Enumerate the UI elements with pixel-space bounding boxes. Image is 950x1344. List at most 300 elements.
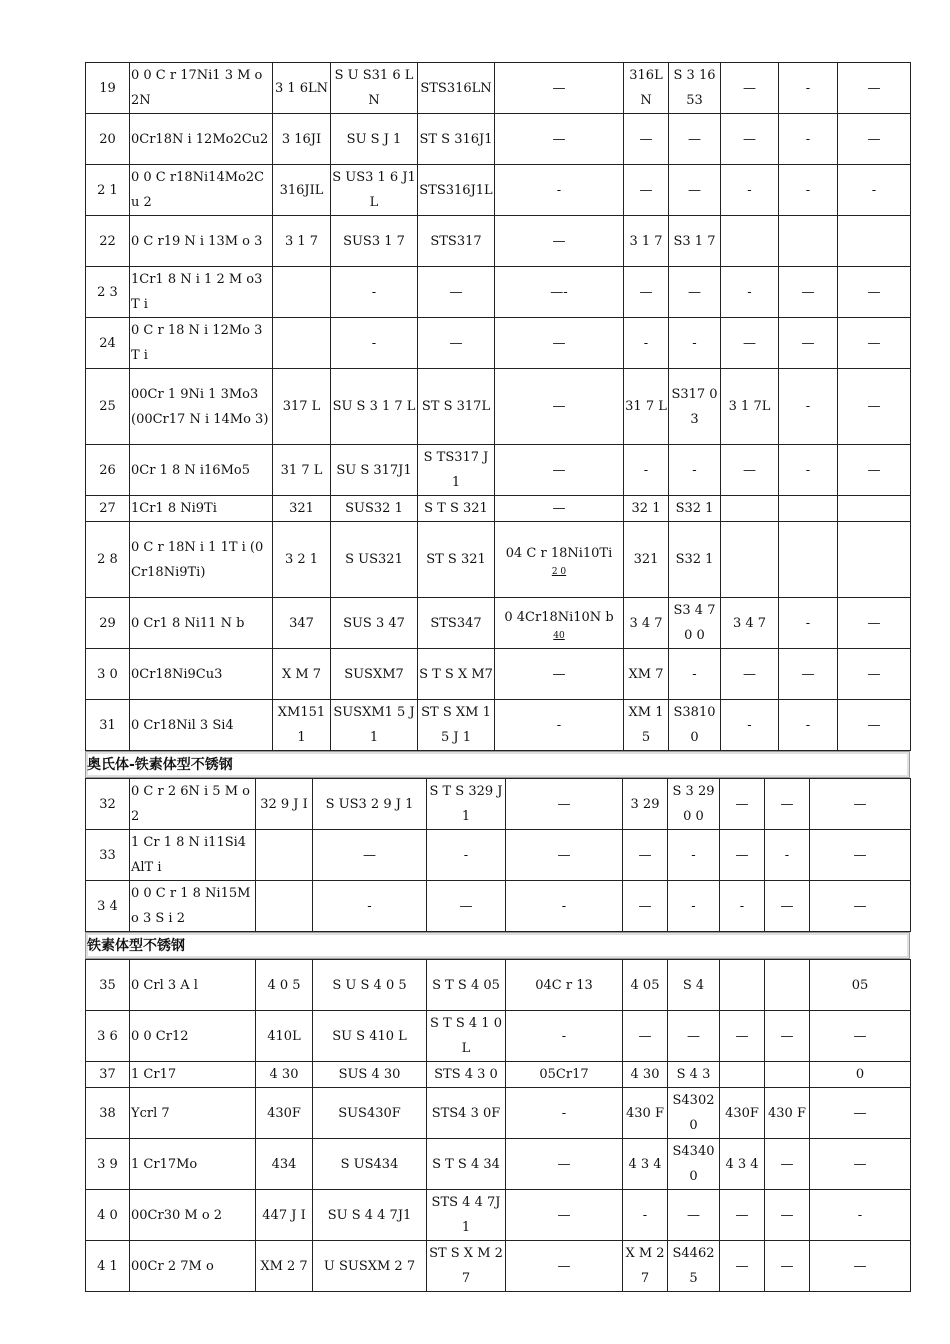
table-cell — [765, 1241, 810, 1292]
table-cell — [624, 496, 669, 522]
table-cell — [623, 1062, 668, 1088]
cell-text: - — [805, 462, 811, 478]
cell-text: 0Cr 1 8 N i16Mo5 — [131, 462, 250, 478]
table-cell — [838, 522, 911, 598]
table-cell — [418, 267, 495, 318]
table-cell — [273, 649, 331, 700]
cell-text: — — [735, 847, 749, 863]
cell-text: ST S 321 — [426, 552, 486, 567]
cell-text: 1Cr1 8 Ni9Ti — [131, 501, 217, 516]
table-cell — [273, 700, 331, 751]
cell-text: S317 0 3 — [671, 386, 718, 427]
cell-text: — — [867, 717, 881, 733]
cell-text: — — [552, 666, 566, 682]
table-cell — [130, 216, 273, 267]
cell-text: 316JIL — [279, 182, 324, 198]
table-cell — [624, 165, 669, 216]
cell-text: XM 1 5 — [628, 705, 664, 745]
table-cell — [720, 1062, 765, 1088]
cell-text: — — [801, 666, 815, 682]
cell-text: SU S J 1 — [346, 131, 402, 147]
cell-text: 32 9 J I — [260, 796, 308, 812]
table-cell — [86, 445, 130, 496]
table-cell — [624, 598, 669, 649]
table-cell — [256, 1241, 313, 1292]
table-cell — [624, 700, 669, 751]
table-cell — [623, 881, 668, 932]
table-cell — [495, 598, 624, 649]
cell-text: — — [735, 1258, 749, 1274]
cell-text: - — [643, 335, 649, 351]
table-row — [86, 114, 911, 165]
table-cell — [313, 1190, 427, 1241]
table-row — [86, 63, 911, 114]
steel-grade-table-austenitic — [85, 62, 911, 751]
table-cell — [256, 779, 313, 830]
cell-text: — — [557, 796, 571, 812]
cell-text: - — [857, 1207, 863, 1223]
cell-text: - — [747, 284, 752, 300]
table-cell — [130, 445, 273, 496]
table-cell — [721, 598, 779, 649]
cell-text: - — [805, 615, 811, 631]
cell-text: ST S 317L — [421, 399, 491, 414]
cell-text: — — [687, 1028, 700, 1044]
cell-text: - — [692, 666, 697, 682]
table-cell — [130, 369, 273, 445]
table-row — [86, 1190, 911, 1241]
cell-text: 3 9 — [97, 1156, 118, 1172]
table-cell — [838, 700, 911, 751]
table-cell — [721, 267, 779, 318]
cell-text: — — [867, 615, 881, 631]
table-cell — [779, 63, 838, 114]
table-cell — [779, 649, 838, 700]
cell-text: 3 1 7 — [284, 233, 319, 249]
cell-text: S T S 329 J 1 — [429, 784, 503, 824]
table-cell — [668, 830, 720, 881]
table-cell — [623, 1241, 668, 1292]
cell-text: — — [743, 80, 756, 96]
cell-text: 24 — [99, 335, 116, 351]
cell-text: — — [638, 898, 652, 914]
cell-text: - — [556, 182, 562, 198]
table-cell — [313, 1011, 427, 1062]
table-cell — [810, 830, 911, 881]
table-cell — [624, 216, 669, 267]
cell-text: - — [367, 898, 372, 914]
cell-text: — — [867, 80, 881, 96]
table-cell — [668, 960, 720, 1011]
cell-text: — — [853, 1028, 867, 1044]
table-cell — [720, 1241, 765, 1292]
table-cell — [668, 1088, 720, 1139]
cell-text: — — [459, 898, 473, 914]
table-cell — [838, 63, 911, 114]
table-cell — [331, 114, 418, 165]
table-cell — [669, 496, 721, 522]
table-cell — [86, 114, 130, 165]
table-cell — [810, 1241, 911, 1292]
table-cell — [86, 779, 130, 830]
cell-text: — — [557, 1207, 571, 1223]
table-cell — [838, 598, 911, 649]
cell-text: — — [780, 1028, 794, 1044]
cell-text: 2 8 — [97, 552, 118, 567]
cell-text: S US434 — [340, 1156, 399, 1172]
table-cell — [86, 960, 130, 1011]
cell-text: 316L N — [629, 68, 663, 108]
cell-text: 4 30 — [630, 1067, 660, 1082]
table-cell — [720, 1139, 765, 1190]
table-cell — [669, 522, 721, 598]
cell-text: S U S31 6 LN — [334, 68, 414, 108]
table-cell — [495, 165, 624, 216]
table-cell — [418, 649, 495, 700]
table-cell — [86, 881, 130, 932]
table-cell — [495, 318, 624, 369]
table-cell — [313, 779, 427, 830]
table-row — [86, 1011, 911, 1062]
cell-text: — — [557, 1156, 571, 1172]
table-cell — [720, 1011, 765, 1062]
table-cell — [86, 63, 130, 114]
table-cell — [273, 267, 331, 318]
cell-text: — — [780, 898, 794, 914]
cell-text: 347 — [289, 615, 314, 631]
table-cell — [273, 63, 331, 114]
table-row — [86, 960, 911, 1011]
table-cell — [779, 700, 838, 751]
cell-text: XM 2 7 — [260, 1258, 308, 1274]
table-cell — [86, 1088, 130, 1139]
cell-text: Ycrl 7 — [131, 1105, 170, 1121]
table-cell — [273, 318, 331, 369]
table-cell — [130, 63, 273, 114]
table-cell — [256, 1190, 313, 1241]
cell-text: — — [867, 131, 881, 147]
cell-text: 31 — [99, 717, 116, 733]
table-cell — [495, 216, 624, 267]
cell-text: 430 F — [768, 1105, 806, 1121]
cell-text: SUSXM1 5 J 1 — [333, 705, 415, 745]
table-cell — [495, 267, 624, 318]
table-cell — [273, 496, 331, 522]
table-row — [86, 1139, 911, 1190]
cell-text: 00Cr 2 7M o — [131, 1258, 214, 1274]
table-cell — [779, 216, 838, 267]
table-cell — [86, 1011, 130, 1062]
cell-text: 22 — [99, 233, 116, 249]
table-cell — [765, 779, 810, 830]
table-cell — [130, 1190, 256, 1241]
table-cell — [779, 496, 838, 522]
cell-text: SU S 317J1 — [336, 462, 412, 478]
table-cell — [623, 830, 668, 881]
cell-text: S 3 29 0 0 — [672, 784, 715, 824]
table-cell — [624, 63, 669, 114]
cell-text: - — [747, 717, 752, 733]
table-cell — [427, 1241, 506, 1292]
cell-text: - — [692, 335, 697, 351]
cell-text: SUSXM7 — [344, 666, 404, 682]
cell-text: S T S 4 05 — [432, 977, 500, 993]
cell-text: — — [449, 335, 463, 351]
cell-text: 3 1 7L — [728, 399, 771, 414]
table-row — [86, 496, 911, 522]
table-cell — [331, 649, 418, 700]
cell-text: X M 7 — [281, 666, 322, 682]
cell-text: — — [552, 399, 566, 414]
cell-text: 00Cr 1 9Ni 1 3Mo3 (00Cr17 N i 14Mo 3) — [131, 386, 269, 427]
cell-text: S US321 — [345, 552, 403, 567]
table-cell — [130, 830, 256, 881]
cell-text: 1 Cr17 — [131, 1067, 177, 1082]
table-cell — [721, 649, 779, 700]
cell-text: — — [867, 462, 881, 478]
cell-text: 0Cr18Ni9Cu3 — [131, 666, 223, 682]
cell-text: - — [463, 847, 469, 863]
cell-text: 33 — [99, 847, 116, 863]
table-cell — [495, 522, 624, 598]
cell-text: — — [552, 131, 566, 147]
cell-text: — — [867, 335, 881, 351]
table-cell — [765, 1139, 810, 1190]
cell-text: 19 — [99, 80, 116, 96]
cell-text: 410L — [267, 1028, 301, 1044]
cell-text: - — [561, 1028, 567, 1044]
table-cell — [721, 114, 779, 165]
table-cell — [668, 881, 720, 932]
table-cell — [427, 960, 506, 1011]
cell-text: STS 4 3 0 — [434, 1067, 498, 1082]
table-cell — [273, 165, 331, 216]
table-cell — [418, 496, 495, 522]
cell-text: - — [371, 335, 377, 351]
cell-text: — — [801, 284, 815, 300]
table-cell — [130, 1139, 256, 1190]
cell-text: 4 0 — [97, 1207, 118, 1223]
cell-text: 447 J I — [262, 1207, 306, 1223]
steel-grade-table-ferritic — [85, 959, 911, 1292]
table-cell — [721, 522, 779, 598]
table-cell — [838, 318, 911, 369]
cell-text: - — [561, 898, 567, 914]
table-row — [86, 165, 911, 216]
cell-text: — — [853, 796, 867, 812]
cell-text: 0 0 Cr12 — [131, 1028, 189, 1044]
cell-text: — — [780, 1207, 794, 1223]
table-cell — [810, 1011, 911, 1062]
table-cell — [418, 216, 495, 267]
table-cell — [624, 522, 669, 598]
table-cell — [273, 369, 331, 445]
cell-text: 0 C r 2 6N i 5 M o 2 — [131, 784, 250, 824]
cell-text: XM1511 — [277, 705, 326, 745]
table-cell — [669, 165, 721, 216]
cell-text: S T S 321 — [424, 501, 488, 516]
table-cell — [624, 114, 669, 165]
cell-text: - — [556, 717, 562, 733]
table-cell — [273, 216, 331, 267]
table-cell — [130, 267, 273, 318]
cell-text: STS4 3 0F — [431, 1105, 501, 1121]
table-cell — [273, 114, 331, 165]
cell-text: — — [363, 847, 376, 863]
table-cell — [427, 830, 506, 881]
table-cell — [427, 881, 506, 932]
cell-text: 1Cr1 8 N i 1 2 M o3 T i — [131, 272, 263, 312]
table-cell — [86, 700, 130, 751]
cell-text: 4 30 — [269, 1067, 299, 1082]
table-cell — [506, 960, 623, 1011]
table-cell — [427, 1062, 506, 1088]
cell-text: SUS 3 47 — [343, 615, 405, 631]
cell-text: S38100 — [673, 705, 716, 745]
table-cell — [495, 63, 624, 114]
table-cell — [779, 598, 838, 649]
table-cell — [838, 267, 911, 318]
table-cell — [779, 318, 838, 369]
table-cell — [506, 881, 623, 932]
table-cell — [721, 216, 779, 267]
table-cell — [273, 598, 331, 649]
table-cell — [313, 1062, 427, 1088]
cell-text: - — [805, 399, 811, 414]
table-cell — [495, 445, 624, 496]
cell-text: S 3 1653 — [673, 68, 716, 108]
cell-text: 29 — [99, 615, 116, 631]
cell-text: 0 Cr1 8 Ni11 N b — [131, 615, 245, 631]
table-cell — [506, 1139, 623, 1190]
table-cell — [506, 1190, 623, 1241]
cell-text: 32 — [99, 796, 116, 812]
table-row — [86, 445, 911, 496]
cell-text: — — [853, 1105, 867, 1121]
table-cell — [506, 1062, 623, 1088]
cell-text: 1 Cr17Mo — [131, 1156, 198, 1172]
table-cell — [720, 830, 765, 881]
table-cell — [506, 1088, 623, 1139]
table-cell — [624, 267, 669, 318]
table-cell — [668, 1190, 720, 1241]
table-cell — [668, 779, 720, 830]
table-cell — [721, 496, 779, 522]
table-cell — [669, 598, 721, 649]
table-cell — [765, 1088, 810, 1139]
cell-text: S T S 4 1 0 L — [430, 1016, 502, 1056]
table-row — [86, 1062, 911, 1088]
cell-text: 26 — [99, 462, 116, 478]
cell-text: 1 Cr 1 8 N i11Si4AlT i — [131, 835, 247, 875]
cell-text: 3 1 7 — [629, 233, 663, 249]
cell-text: — — [639, 182, 653, 198]
table-cell — [331, 598, 418, 649]
cell-text: — — [853, 1156, 867, 1172]
cell-text: 0 0 C r 1 8 Ni15M o 3 S i 2 — [131, 886, 251, 926]
cell-text: — — [639, 284, 653, 300]
page — [85, 62, 910, 1292]
table-cell — [331, 216, 418, 267]
table-cell — [331, 63, 418, 114]
table-cell — [130, 881, 256, 932]
table-cell — [313, 1241, 427, 1292]
cell-text: 3 6 — [97, 1028, 118, 1044]
table-cell — [779, 522, 838, 598]
cell-text: 00Cr30 M o 2 — [131, 1207, 223, 1223]
table-cell — [765, 881, 810, 932]
table-cell — [256, 1139, 313, 1190]
cell-text: S T S 4 34 — [432, 1156, 500, 1172]
table-cell — [623, 779, 668, 830]
cell-text: 0 — [855, 1067, 865, 1082]
table-cell — [506, 779, 623, 830]
cell-text: SUS32 1 — [345, 501, 403, 516]
cell-text: SU S 3 1 7 L — [332, 399, 416, 414]
cell-text: 0 C r 18 N i 12Mo 3 T i — [131, 323, 263, 363]
table-row — [86, 779, 911, 830]
table-cell — [779, 114, 838, 165]
cell-text: S TS317 J 1 — [423, 450, 489, 490]
table-cell — [86, 216, 130, 267]
table-cell — [331, 165, 418, 216]
table-cell — [810, 779, 911, 830]
table-cell — [130, 598, 273, 649]
cell-text: XM 7 — [628, 666, 664, 682]
table-cell — [838, 649, 911, 700]
table-cell — [623, 1139, 668, 1190]
table-cell — [624, 445, 669, 496]
cell-footnote: 2 0 — [551, 567, 567, 577]
table-row — [86, 830, 911, 881]
cell-text: — — [688, 284, 701, 300]
cell-text: 321 — [289, 501, 314, 516]
cell-text: 3 4 — [97, 898, 118, 914]
cell-text: - — [784, 847, 790, 863]
table-cell — [130, 318, 273, 369]
table-cell — [669, 445, 721, 496]
table-cell — [331, 522, 418, 598]
table-cell — [418, 598, 495, 649]
table-cell — [779, 267, 838, 318]
cell-text: 0 0 C r 17Ni1 3 M o 2N — [131, 68, 263, 108]
table-cell — [256, 1088, 313, 1139]
table-cell — [86, 598, 130, 649]
cell-text: S3 4 7 0 0 — [673, 603, 716, 643]
section-heading-austenitic-ferritic: 奥氏体-铁素体型不锈钢 — [85, 751, 910, 778]
table-row — [86, 216, 911, 267]
cell-text: 3 16JI — [281, 131, 322, 147]
table-cell — [779, 369, 838, 445]
table-cell — [86, 318, 130, 369]
cell-text: 4 1 — [97, 1258, 118, 1274]
table-cell — [720, 881, 765, 932]
table-row — [86, 267, 911, 318]
table-cell — [331, 318, 418, 369]
table-cell — [130, 496, 273, 522]
cell-text: - — [643, 462, 649, 478]
cell-text: — — [867, 284, 881, 300]
cell-text: — — [780, 796, 794, 812]
table-cell — [418, 700, 495, 751]
table-cell — [418, 445, 495, 496]
cell-text: — — [735, 796, 749, 812]
table-cell — [273, 522, 331, 598]
cell-text: 434 — [271, 1156, 297, 1172]
table-cell — [331, 496, 418, 522]
table-cell — [86, 1062, 130, 1088]
table-cell — [495, 369, 624, 445]
